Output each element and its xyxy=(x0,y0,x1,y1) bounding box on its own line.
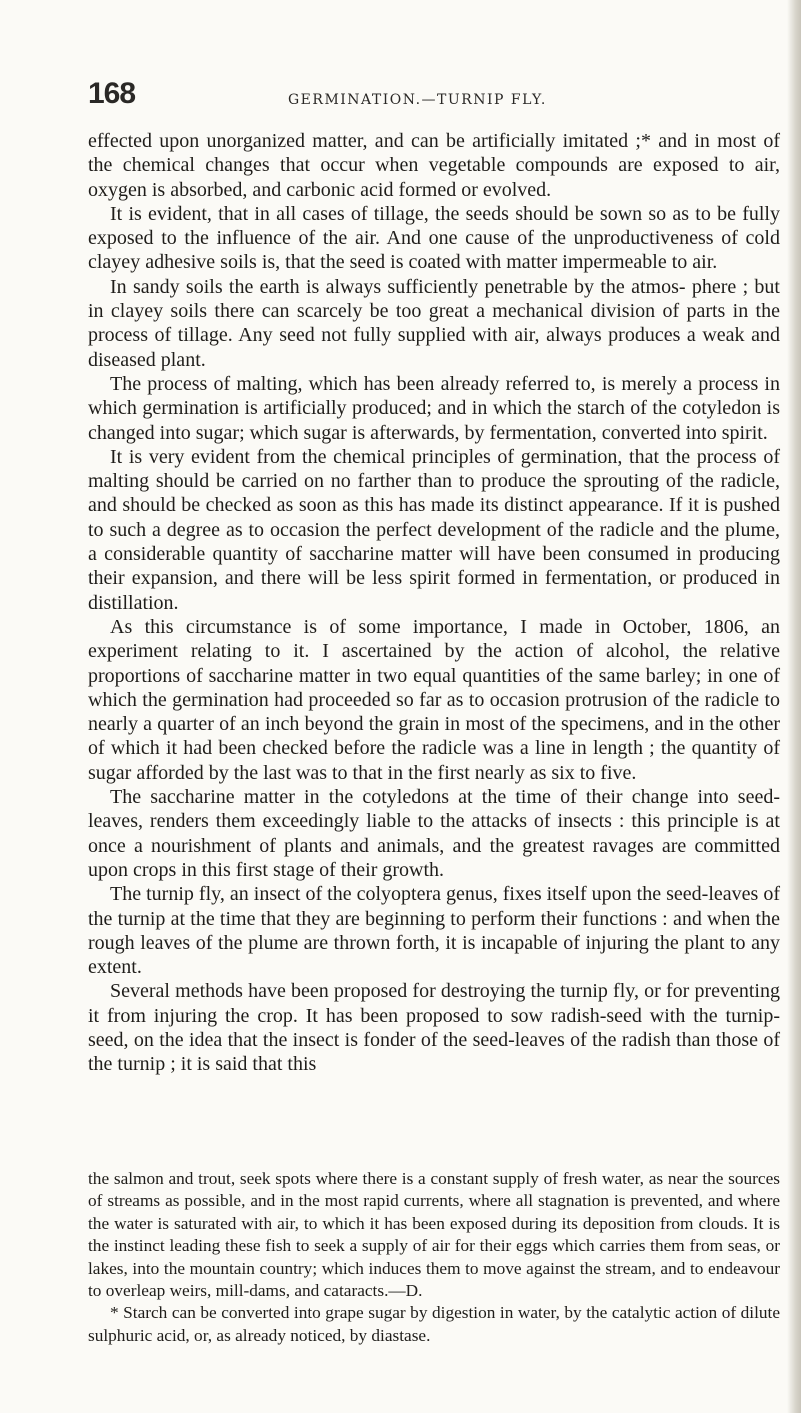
running-head: GERMINATION.—TURNIP FLY. xyxy=(288,92,547,108)
paragraph-barley-experiment: As this circumstance is of some importance, I made in October, 1806, an experiment relating to it. I ascertained by the action of alcohol, the relative proportions of saccharine matter in two equal quantities of the same barley; in one of which the germination had proceeded so far as to occasion protrusion of the radicle to nearly a quarter of an inch beyond the grain in most of the specimens, and in the other of which it had been checked before the radicle was a line in length ; the quantity of sugar afforded by the last was to that in the first nearly as six to five. xyxy=(88,615,780,784)
paragraph-malting-principles: It is very evident from the chemical principles of germination, that the process of malting should be carried on no farther than to produce the sprouting of the radicle, and should be checked as soon as this has made its distinct appearance. If it is pushed to such a degree as to occasion the perfect development of the radicle and the plume, a considerable quantity of saccharine matter will have been consumed in producing their expansion, and there will be less spirit formed in fermentation, or produced in distillation. xyxy=(88,445,780,614)
paragraph-sandy-soils: In sandy soils the earth is always sufficiently penetrable by the atmos- phere ; but in clayey soils there can scarcely be too great a mechanical division of parts in the process of tillage. Any seed not fully supplied with air, always produces a weak and diseased plant. xyxy=(88,275,780,371)
page-edge-shadow xyxy=(787,0,801,1413)
paragraph-continuation: effected upon unorganized matter, and can be artificially imitated ;* and in most of the chemical changes that occur when vegetable compounds are exposed to air, oxygen is absorbed, and carbonic acid formed or evolved. xyxy=(88,130,780,201)
paragraph-destroying-fly: Several methods have been proposed for destroying the turnip fly, or for preventing it from injuring the crop. It has been proposed to sow radish-seed with the turnip-seed, on the idea that the insect is fonder of the seed-leaves of the radish than those of the turnip ; it is said that this xyxy=(88,980,780,1076)
paragraph-saccharine-matter: The saccharine matter in the cotyledons at the time of their change into seed-leaves, renders them exceedingly liable to the attacks of insects : this principle is at once a nourishment of plants and animals, and the greatest ravages are committed upon crops in this first stage of their growth. xyxy=(88,786,780,881)
footnotes xyxy=(88,1168,780,1347)
page-header xyxy=(88,77,778,117)
footnote-starch: * Starch can be converted into grape sugar by digestion in water, by the catalytic action of dilute sulphuric acid, or, as already noticed, by diastase. xyxy=(88,1303,780,1345)
footnote-continuation: the salmon and trout, seek spots where there is a constant supply of fresh water, as near the sources of streams as possible, and in the most rapid currents, where all stagnation is prevented, and where the water is saturated with air, to which it has been exposed during its deposition from clouds. It is the instinct leading these fish to seek a supply of air for their eggs which carries them from seas, or lakes, into the mountain country; which induces them to move against the stream, and to endeavour to overleap weirs, mill-dams, and cataracts.—D. xyxy=(88,1169,780,1301)
paragraph-tillage-seeds: It is evident, that in all cases of tillage, the seeds should be sown so as to be fully exposed to the influence of the air. And one cause of the unproductiveness of cold clayey adhesive soils is, that the seed is coated with matter impermeable to air. xyxy=(88,202,780,274)
paragraph-malting-process: The process of malting, which has been already referred to, is merely a process in which germination is artificially produced; and in which the starch of the cotyledon is changed into sugar; which sugar is afterwards, by fermentation, converted into spirit. xyxy=(88,372,780,444)
page-number: 168 xyxy=(88,77,136,110)
paragraph-turnip-fly: The turnip fly, an insect of the colyoptera genus, fixes itself upon the seed-leaves of the turnip at the time that they are beginning to perform their functions : and when the rough leaves of the plume are thrown forth, it is incapable of injuring the plant to any extent. xyxy=(88,883,780,979)
main-text xyxy=(88,129,780,1077)
